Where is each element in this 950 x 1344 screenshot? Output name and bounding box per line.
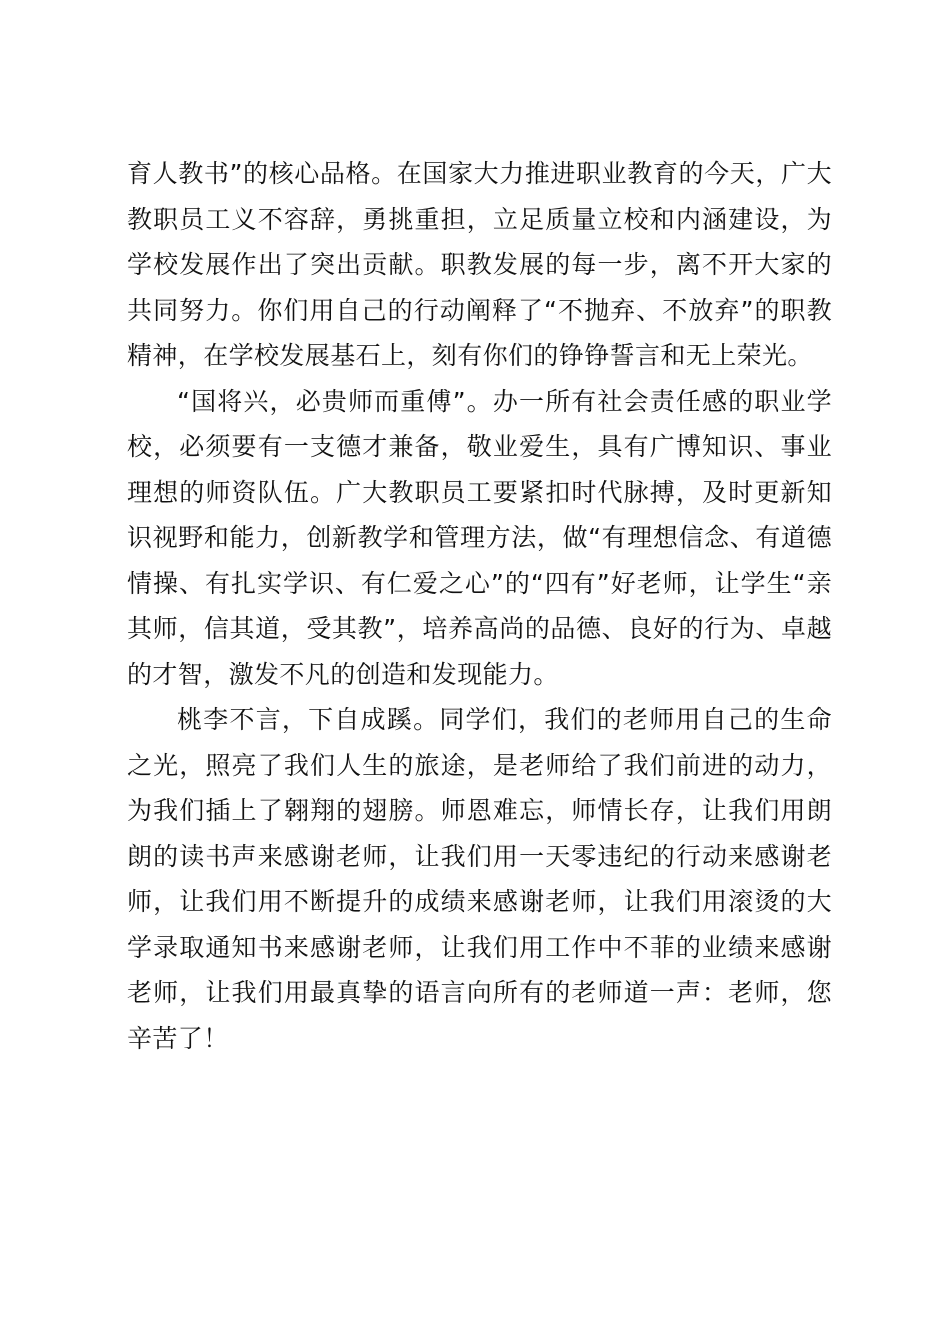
paragraph-3: 桃李不言，下自成蹊。同学们，我们的老师用自己的生命之光，照亮了我们人生的旅途，是老师给了我们前进的动力，为我们插上了翱翔的翅膀。师恩难忘，师情长存，让我们用朗朗的读书声来感谢老师，让我们用一天零违纪的行动来感谢老师，让我们用不断提升的成绩来感谢老师，让我们用滚烫的大学录取通知书来感谢老师，让我们用工作中不菲的业绩来感谢老师，让我们用最真挚的语言向所有的老师道一声：老师，您辛苦了！ — [127, 705, 832, 1053]
paragraph-2: “国将兴，必贵师而重傅”。办一所有社会责任感的职业学校，必须要有一支德才兼备，敬业爱生，具有广博知识、事业理想的师资队伍。广大教职员工要紧扣时代脉搏，及时更新知识视野和能力，创新教学和管理方法，做“有理想信念、有道德情操、有扎实学识、有仁爱之心”的“四有”好老师，让学生“亲其师，信其道，受其教”，培养高尚的品德、良好的行为、卓越的才智，激发不凡的创造和发现能力。 — [127, 386, 832, 689]
document-body — [127, 151, 832, 1061]
paragraph-1: 育人教书”的核心品格。在国家大力推进职业教育的今天，广大教职员工义不容辞，勇挑重担，立足质量立校和内涵建设，为学校发展作出了突出贡献。职教发展的每一步，离不开大家的共同努力。你们用自己的行动阐释了“不抛弃、不放弃”的职教精神，在学校发展基石上，刻有你们的铮铮誓言和无上荣光。 — [127, 159, 832, 370]
